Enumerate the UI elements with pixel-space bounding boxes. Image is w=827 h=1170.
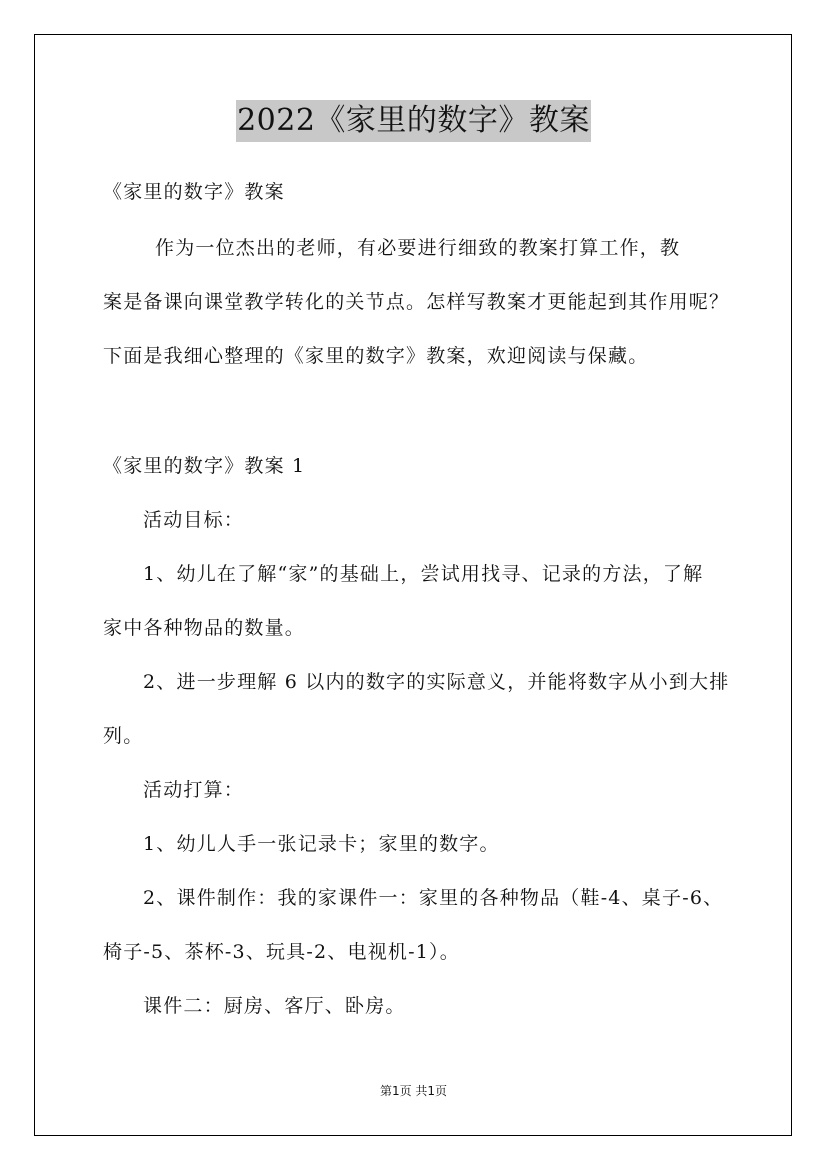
- goals-heading: 活动目标：: [143, 509, 245, 531]
- intro-line-1: 作为一位杰出的老师，有必要进行细致的教案打算工作，教: [155, 237, 681, 259]
- prep-line-3: 椅子-5、茶杯-3、玩具-2、电视机-1）。: [103, 941, 460, 963]
- prep-line-1: 1、幼儿人手一张记录卡；家里的数字。: [143, 833, 500, 855]
- title-container: [0, 100, 827, 142]
- goal-line-4: 列。: [103, 725, 144, 747]
- goal-line-3: 2、进一步理解 6 以内的数字的实际意义，并能将数字从小到大排: [143, 671, 730, 693]
- document-title: 2022《家里的数字》教案: [236, 100, 591, 142]
- prep-line-2: 2、课件制作：我的家课件一：家里的各种物品（鞋-4、桌子-6、: [143, 887, 724, 909]
- goal-line-2: 家中各种物品的数量。: [103, 617, 306, 639]
- prep-line-4: 课件二：厨房、客厅、卧房。: [143, 995, 406, 1017]
- goal-line-1: 1、幼儿在了解“家”的基础上，尝试用找寻、记录的方法，了解: [143, 563, 704, 585]
- section-heading: 《家里的数字》教案 1: [103, 455, 306, 477]
- intro-line-2: 案是备课向课堂教学转化的关节点。怎样写教案才更能起到其作用呢？: [103, 291, 730, 313]
- subtitle: 《家里的数字》教案: [103, 181, 285, 203]
- page-footer: 第1页 共1页: [379, 1084, 448, 1098]
- prep-heading: 活动打算：: [143, 779, 245, 801]
- intro-line-3: 下面是我细心整理的《家里的数字》教案，欢迎阅读与保藏。: [103, 345, 649, 367]
